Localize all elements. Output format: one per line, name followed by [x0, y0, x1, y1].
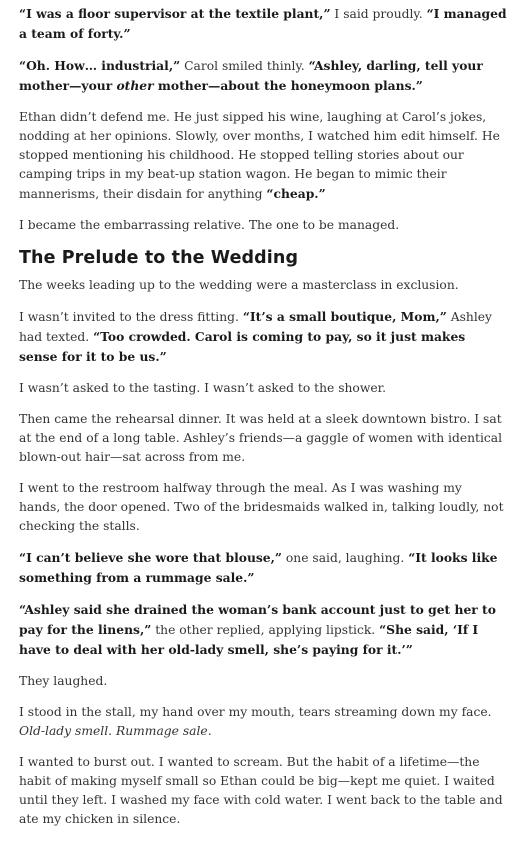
quote: “Too crowded. Carol is coming to pay, so it just makes sense for it to be us.” [19, 329, 466, 364]
quote: “It’s a small boutique, Mom,” [242, 309, 447, 324]
quote: “Oh. How… industrial,” [19, 58, 181, 73]
paragraph-text: one said, laughing. [281, 551, 409, 565]
paragraph [19, 703, 507, 741]
quote: “She said, ‘If I have to deal with her old-lady smell, she’s paying for it.’” [19, 622, 479, 657]
paragraph [19, 307, 507, 367]
paragraph-text: I became the embarrassing relative. The one to be managed. [19, 218, 400, 232]
paragraph-text: Ashley had texted. [19, 310, 492, 344]
paragraph [19, 379, 507, 398]
paragraph-text: I went to the restroom halfway through the meal. As I was washing my hands, the door opened. Two of the bridesmaids walked in, talking loudly, not checking the stalls. [19, 481, 504, 533]
paragraph-text: The weeks leading up to the wedding were a masterclass in exclusion. [19, 278, 459, 292]
paragraph [19, 753, 507, 829]
emphasis: other [116, 78, 154, 93]
quote: “cheap.” [266, 186, 326, 201]
paragraph [19, 600, 507, 660]
article-body [19, 4, 507, 841]
emphasis: Old-lady smell. Rummage sale. [19, 724, 212, 738]
paragraph [19, 410, 507, 467]
quote: mother—about the honeymoon plans.” [153, 78, 423, 93]
paragraph-text: Ethan didn’t defend me. He just sipped his wine, laughing at Carol’s jokes, nodding at her opinions. Slowly, over months, I watched him edit himself. He stopped mentioning his childhood. He stopped telling stories about our camping trips in my beat-up station wagon. He began to mimic their mannerisms, their disdain for anything [19, 110, 500, 201]
paragraph [19, 56, 507, 96]
paragraph [19, 4, 507, 44]
quote: “Ashley said she drained the woman’s bank account just to get her to pay for the linens,” [19, 602, 496, 637]
paragraph-text: Carol smiled thinly. [180, 59, 309, 73]
quote: “I can’t believe she wore that blouse,” [19, 550, 282, 565]
section-heading: The Prelude to the Wedding [19, 248, 299, 268]
paragraph [19, 672, 507, 691]
paragraph-text: I wasn’t asked to the tasting. I wasn’t asked to the shower. [19, 381, 387, 395]
paragraph-text: They laughed. [19, 674, 108, 688]
paragraph-text: I wanted to burst out. I wanted to scream. But the habit of a lifetime—the habit of making myself small so Ethan could be big—kept me quiet. I waited until they left. I washed my face with cold water. I went back to the table and ate my chicken in silence. [19, 755, 503, 826]
quote: “It looks like something from a rummage sale.” [19, 550, 498, 585]
paragraph-text: I wasn’t invited to the dress fitting. [19, 310, 243, 324]
paragraph [19, 548, 507, 588]
paragraph-text: Then came the rehearsal dinner. It was held at a sleek downtown bistro. I sat at the end of a long table. Ashley’s friends—a gaggle of women with identical blown-out hair—sat across from me. [19, 412, 503, 464]
quote: “Ashley, darling, tell your mother—your [19, 58, 483, 93]
quote: “I managed a team of forty.” [19, 6, 507, 41]
paragraph-text: the other replied, applying lipstick. [151, 623, 380, 637]
paragraph [19, 479, 507, 536]
paragraph-text: I stood in the stall, my hand over my mouth, tears streaming down my face. [19, 705, 492, 719]
paragraph-text: I said proudly. [330, 7, 427, 21]
quote: “I was a floor supervisor at the textile plant,” [19, 6, 331, 21]
paragraph [19, 276, 507, 295]
paragraph [19, 108, 507, 204]
paragraph [19, 216, 507, 235]
